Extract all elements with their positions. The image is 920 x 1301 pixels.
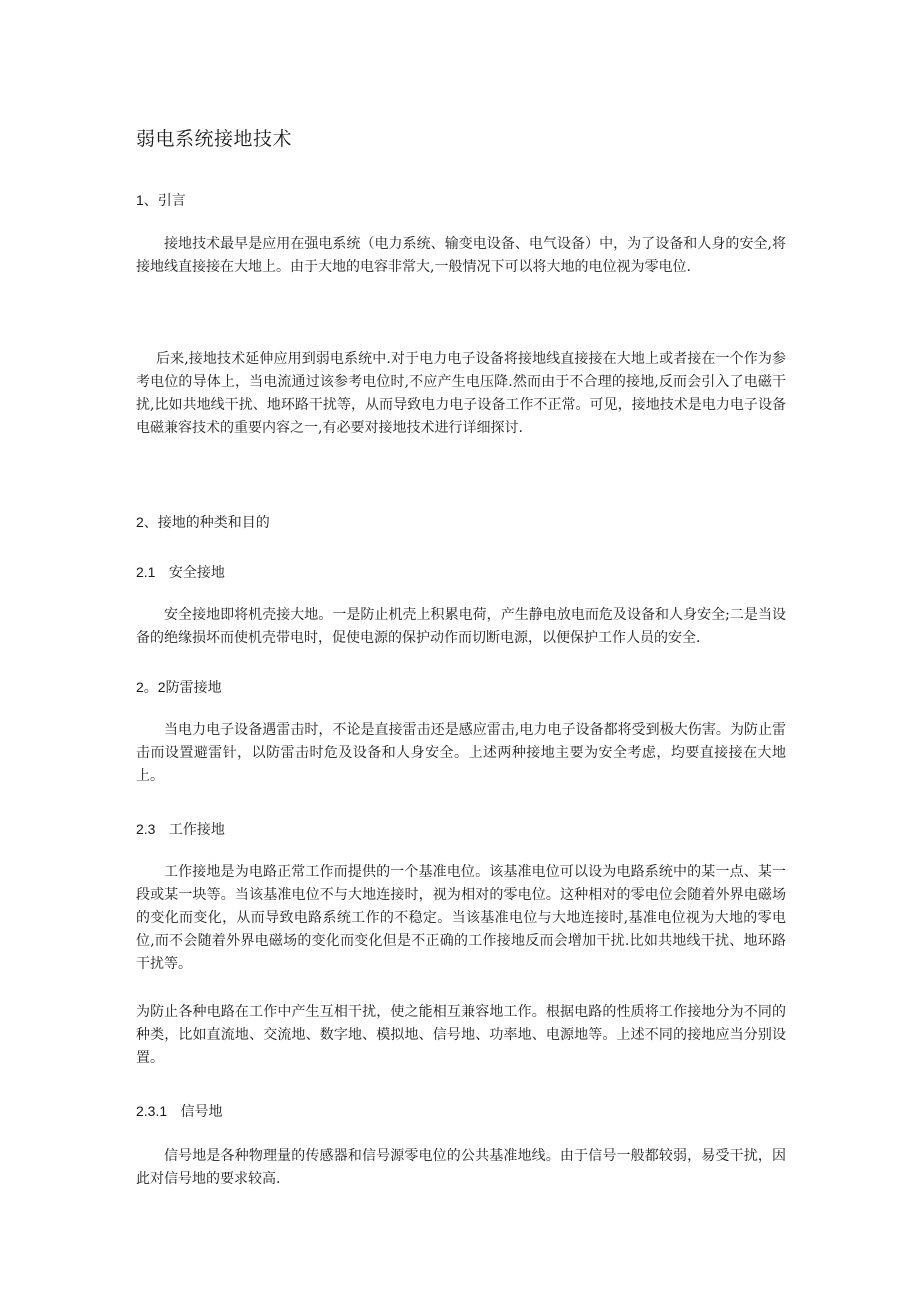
section-2-2-title: 防雷接地	[165, 680, 222, 696]
section-2-3-1-paragraph: 信号地是各种物理量的传感器和信号源零电位的公共基准地线。由于信号一般都较弱，易受干扰，因此对信号地的要求较高.	[136, 1148, 786, 1187]
section-1-paragraph-2: 后来,接地技术延伸应用到弱电系统中.对于电力电子设备将接地线直接接在大地上或者接在一个作为参考电位的导体上，当电流通过该参考电位时,不应产生电压降.然而由于不合理的接地,反而会引入了电磁干扰,比如共地线干扰、地环路干扰等，从而导致电力电子设备工作不正常。可见，接地技术是电力电子设备电磁兼容技术的重要内容之一,有必要对接地技术进行详细探讨.	[136, 351, 786, 436]
section-2-2-number: 2。2	[136, 679, 166, 695]
section-2-3-number: 2.3	[136, 821, 156, 837]
section-2-number: 2	[136, 514, 144, 530]
section-2-1-number: 2.1	[136, 564, 156, 580]
section-2-3-title: 工作接地	[168, 822, 225, 838]
section-2-1-paragraph: 安全接地即将机壳接大地。一是防止机壳上积累电荷，产生静电放电而危及设备和人身安全;二是当设备的绝缘损坏而使机壳带电时，促使电源的保护动作而切断电源，以便保护工作人员的安全.	[136, 607, 786, 646]
section-2-1-heading	[136, 562, 225, 582]
section-2-title: 、接地的种类和目的	[143, 515, 270, 531]
section-2-3-1-title: 信号地	[180, 1104, 223, 1120]
section-1-heading	[136, 190, 186, 210]
section-1-paragraph-1: 接地技术最早是应用在强电系统（电力系统、输变电设备、电气设备）中，为了设备和人身的安全,将接地线直接接在大地上。由于大地的电容非常大,一般情况下可以将大地的电位视为零电位.	[136, 236, 786, 275]
section-2-3-1-heading	[136, 1101, 223, 1121]
document-title: 弱电系统接地技术	[136, 128, 293, 150]
section-2-heading	[136, 512, 270, 532]
section-1-title: 、引言	[143, 193, 186, 209]
section-1-number: 1	[136, 192, 144, 208]
section-2-3-1-number: 2.3.1	[136, 1103, 168, 1119]
section-2-2-paragraph: 当电力电子设备遇雷击时，不论是直接雷击还是感应雷击,电力电子设备都将受到极大伤害。为防止雷击而设置避雷针，以防雷击时危及设备和人身安全。上述两种接地主要为安全考虑，均要直接接在大地上。	[136, 722, 786, 784]
section-2-2-heading	[136, 677, 222, 697]
section-2-3-paragraph-1: 工作接地是为电路正常工作而提供的一个基准电位。该基准电位可以设为电路系统中的某一点、某一段或某一块等。当该基准电位不与大地连接时，视为相对的零电位。这种相对的零电位会随着外界电磁场的变化而变化，从而导致电路系统工作的不稳定。当该基准电位与大地连接时,基准电位视为大地的零电位,而不会随着外界电磁场的变化而变化但是不正确的工作接地反而会增加干扰.比如共地线干扰、地环路干扰等。	[136, 864, 786, 972]
section-2-3-paragraph-2: 为防止各种电路在工作中产生互相干扰，使之能相互兼容地工作。根据电路的性质将工作接地分为不同的种类，比如直流地、交流地、数字地、模拟地、信号地、功率地、电源地等。上述不同的接地应当分别设置。	[136, 1004, 786, 1066]
section-2-3-heading	[136, 819, 225, 839]
section-2-1-title: 安全接地	[168, 565, 225, 581]
